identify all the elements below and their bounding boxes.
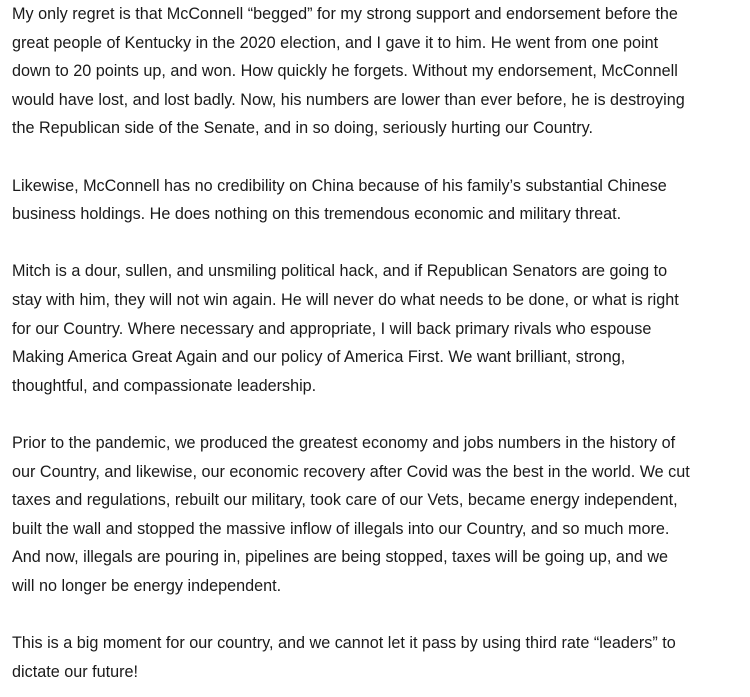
text-line: Mitch is a dour, sullen, and unsmiling political hack, and if Republican Senators are going to: [12, 262, 668, 281]
paragraph-spacer: [12, 143, 746, 172]
text-line: for our Country. Where necessary and appropriate, I will back primary rivals who espouse: [12, 319, 652, 338]
paragraph-mitch: [12, 257, 746, 400]
text-line: Prior to the pandemic, we produced the greatest economy and jobs numbers in the history of: [12, 433, 676, 452]
text-line: dictate our future!: [12, 662, 138, 681]
text-line: built the wall and stopped the massive inflow of illegals into our Country, and so much more.: [12, 519, 670, 538]
paragraph-china: [12, 172, 746, 229]
text-line: Likewise, McConnell has no credibility on China because of his family’s substantial Chinese: [12, 176, 667, 195]
text-line: stay with him, they will not win again. He will never do what needs to be done, or what is right: [12, 290, 679, 309]
text-line: Making America Great Again and our policy of America First. We want brilliant, strong,: [12, 348, 626, 367]
paragraph-spacer: [12, 600, 746, 629]
text-line: thoughtful, and compassionate leadership.: [12, 376, 317, 395]
statement-document: [12, 0, 746, 686]
paragraph-pandemic: [12, 429, 746, 601]
text-line: our Country, and likewise, our economic recovery after Covid was the best in the world. We cut: [12, 462, 690, 481]
text-line: taxes and regulations, rebuilt our military, took care of our Vets, became energy independent,: [12, 491, 678, 510]
text-line: down to 20 points up, and won. How quickly he forgets. Without my endorsement, McConnell: [12, 62, 678, 81]
text-line: My only regret is that McConnell “begged” for my strong support and endorsement before the: [12, 5, 678, 23]
text-line: This is a big moment for our country, and we cannot let it pass by using third rate “leaders” to: [12, 634, 676, 653]
paragraph-spacer: [12, 400, 746, 429]
paragraph-regret: [12, 0, 746, 143]
text-line: business holdings. He does nothing on this tremendous economic and military threat.: [12, 205, 622, 224]
text-line: the Republican side of the Senate, and in so doing, seriously hurting our Country.: [12, 119, 594, 138]
text-line: will no longer be energy independent.: [12, 576, 282, 595]
paragraph-spacer: [12, 229, 746, 258]
text-line: would have lost, and lost badly. Now, his numbers are lower than ever before, he is destroying: [12, 90, 685, 109]
text-line: great people of Kentucky in the 2020 election, and I gave it to him. He went from one point: [12, 33, 659, 52]
text-line: And now, illegals are pouring in, pipelines are being stopped, taxes will be going up, and we: [12, 548, 669, 567]
paragraph-closing: [12, 629, 746, 686]
